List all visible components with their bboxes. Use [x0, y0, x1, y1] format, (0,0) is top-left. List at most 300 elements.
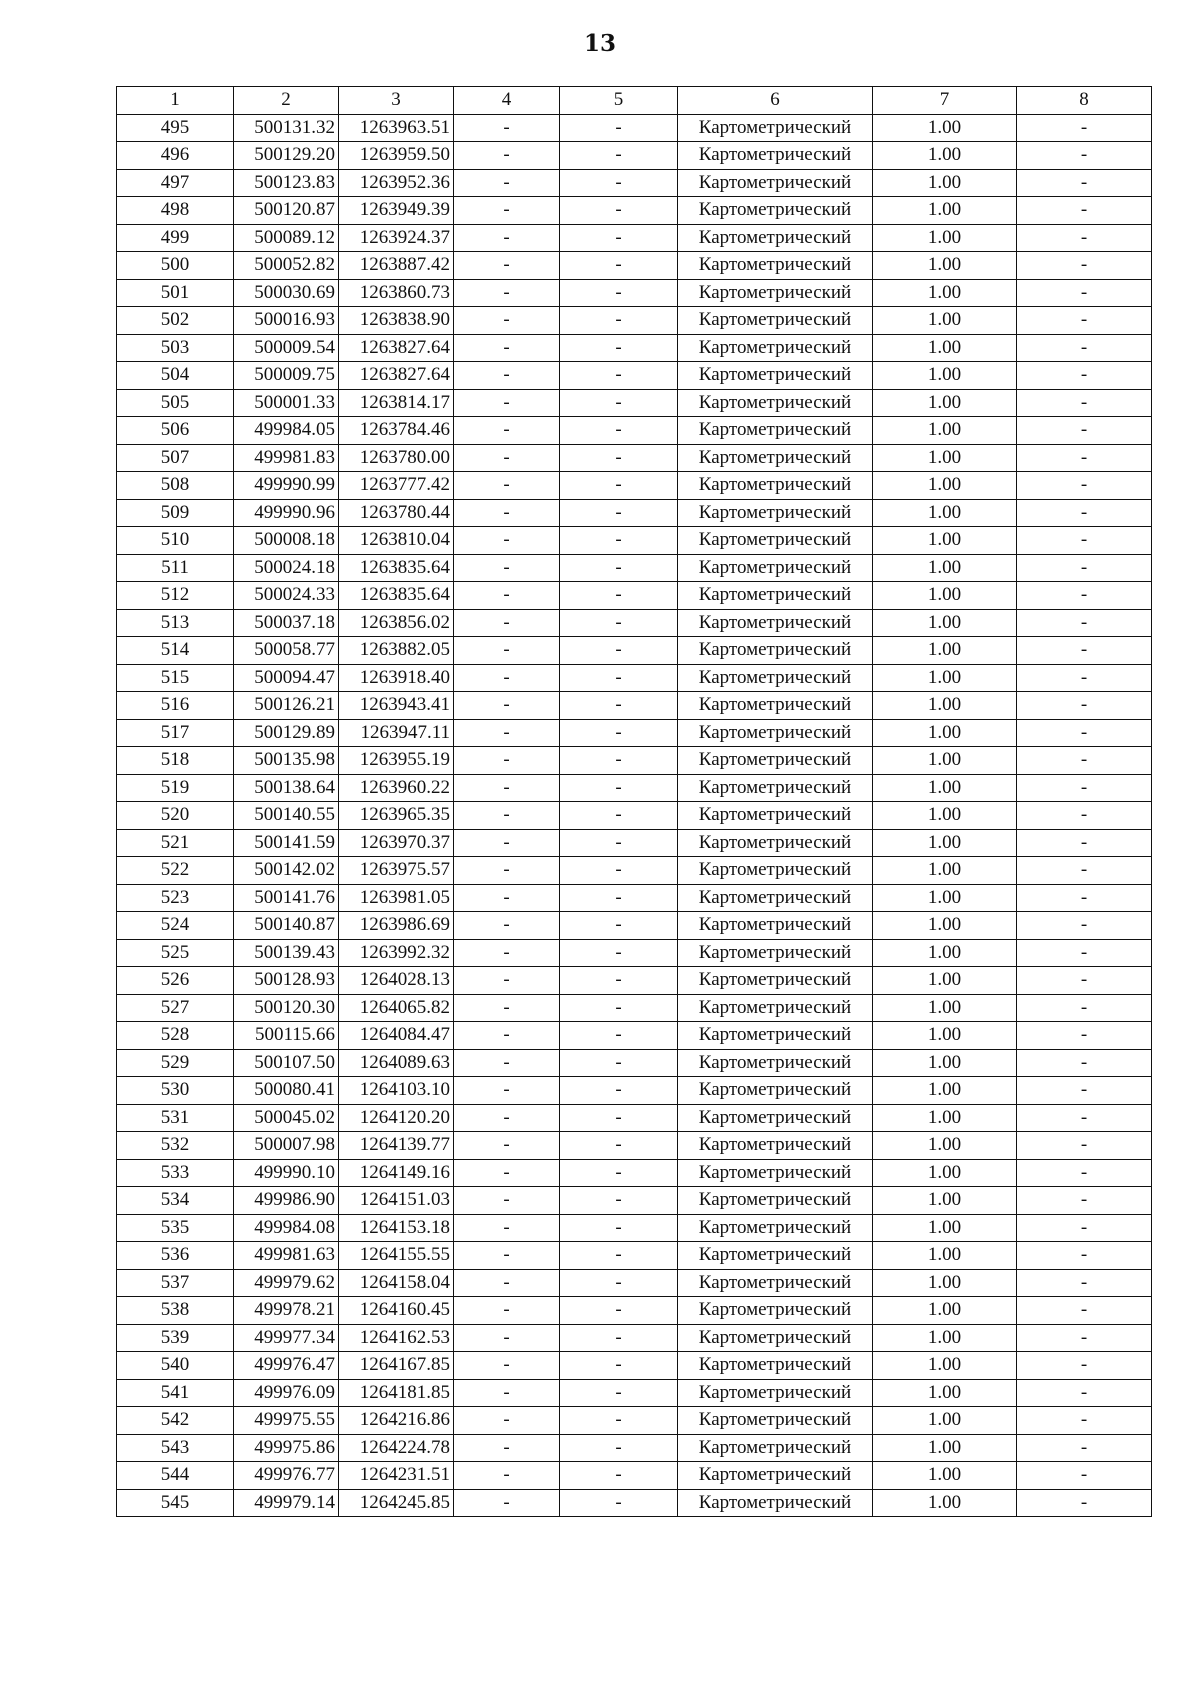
table-cell: 1.00: [873, 334, 1017, 362]
table-cell: 532: [117, 1132, 234, 1160]
table-cell: 509: [117, 499, 234, 527]
table-cell: 500008.18: [234, 527, 339, 555]
table-cell: -: [454, 472, 560, 500]
table-cell: -: [454, 1132, 560, 1160]
table-row: [117, 829, 1152, 857]
table-row: [117, 527, 1152, 555]
table-cell: 1264245.85: [339, 1489, 454, 1517]
table-cell: 1264065.82: [339, 994, 454, 1022]
table-cell: 520: [117, 802, 234, 830]
table-cell: 1263924.37: [339, 224, 454, 252]
table-cell: 1.00: [873, 279, 1017, 307]
table-cell: 1.00: [873, 994, 1017, 1022]
table-cell: 500089.12: [234, 224, 339, 252]
table-cell: 500138.64: [234, 774, 339, 802]
column-header: 3: [339, 87, 454, 115]
table-cell: 1.00: [873, 912, 1017, 940]
table-cell: 1.00: [873, 1104, 1017, 1132]
table-cell: 1.00: [873, 554, 1017, 582]
table-cell: 1264103.10: [339, 1077, 454, 1105]
table-cell: 1.00: [873, 857, 1017, 885]
table-cell: 1.00: [873, 1297, 1017, 1325]
table-cell: -: [560, 197, 678, 225]
table-cell: -: [1017, 1187, 1152, 1215]
table-cell: 534: [117, 1187, 234, 1215]
table-cell: -: [560, 829, 678, 857]
table-cell: 1.00: [873, 829, 1017, 857]
table-cell: 540: [117, 1352, 234, 1380]
table-cell: -: [560, 444, 678, 472]
table-cell: Картометрический: [678, 444, 873, 472]
table-cell: -: [1017, 499, 1152, 527]
table-cell: 527: [117, 994, 234, 1022]
table-cell: 498: [117, 197, 234, 225]
table-cell: 518: [117, 747, 234, 775]
table-cell: 1.00: [873, 1269, 1017, 1297]
table-cell: -: [1017, 444, 1152, 472]
table-cell: -: [454, 114, 560, 142]
table-cell: -: [560, 994, 678, 1022]
table-cell: 515: [117, 664, 234, 692]
table-cell: -: [454, 527, 560, 555]
table-cell: -: [560, 1407, 678, 1435]
table-cell: -: [1017, 1132, 1152, 1160]
table-cell: -: [454, 362, 560, 390]
table-cell: 512: [117, 582, 234, 610]
table-cell: 500129.20: [234, 142, 339, 170]
table-cell: -: [454, 884, 560, 912]
table-cell: 495: [117, 114, 234, 142]
table-cell: -: [560, 1159, 678, 1187]
table-cell: 1.00: [873, 664, 1017, 692]
table-cell: -: [560, 224, 678, 252]
table-row: [117, 1077, 1152, 1105]
table-cell: 496: [117, 142, 234, 170]
table-cell: Картометрический: [678, 1407, 873, 1435]
table-cell: -: [1017, 664, 1152, 692]
table-header: [117, 87, 1152, 115]
table-cell: Картометрический: [678, 1489, 873, 1517]
table-cell: 1263992.32: [339, 939, 454, 967]
table-cell: -: [560, 389, 678, 417]
column-header: 1: [117, 87, 234, 115]
table-cell: -: [560, 1077, 678, 1105]
table-cell: 1.00: [873, 637, 1017, 665]
table-cell: -: [560, 857, 678, 885]
table-cell: Картометрический: [678, 142, 873, 170]
table-row: [117, 719, 1152, 747]
table-row: [117, 1187, 1152, 1215]
table-cell: 500080.41: [234, 1077, 339, 1105]
table-cell: 499: [117, 224, 234, 252]
table-cell: 505: [117, 389, 234, 417]
table-cell: -: [454, 719, 560, 747]
table-cell: 1263814.17: [339, 389, 454, 417]
table-cell: -: [560, 802, 678, 830]
table-cell: 541: [117, 1379, 234, 1407]
table-cell: Картометрический: [678, 912, 873, 940]
table-cell: -: [454, 307, 560, 335]
table-cell: Картометрический: [678, 1297, 873, 1325]
table-cell: -: [1017, 939, 1152, 967]
table-cell: 500126.21: [234, 692, 339, 720]
table-cell: 536: [117, 1242, 234, 1270]
table-cell: -: [560, 747, 678, 775]
table-cell: 1263777.42: [339, 472, 454, 500]
table-cell: 1264231.51: [339, 1462, 454, 1490]
table-cell: -: [454, 1407, 560, 1435]
table-cell: -: [1017, 1352, 1152, 1380]
table-cell: Картометрический: [678, 499, 873, 527]
table-cell: 510: [117, 527, 234, 555]
table-cell: -: [560, 1132, 678, 1160]
table-cell: 499976.09: [234, 1379, 339, 1407]
table-cell: 500135.98: [234, 747, 339, 775]
table-cell: -: [1017, 1269, 1152, 1297]
table-cell: -: [1017, 1022, 1152, 1050]
table-cell: 1263882.05: [339, 637, 454, 665]
table-row: [117, 1159, 1152, 1187]
table-cell: Картометрический: [678, 1269, 873, 1297]
table-cell: -: [560, 1434, 678, 1462]
table-cell: 1264162.53: [339, 1324, 454, 1352]
table-row: [117, 197, 1152, 225]
table-cell: -: [560, 252, 678, 280]
table-cell: -: [560, 967, 678, 995]
table-cell: -: [1017, 169, 1152, 197]
table-cell: -: [454, 142, 560, 170]
table-cell: -: [1017, 829, 1152, 857]
table-row: [117, 1104, 1152, 1132]
table-cell: 1.00: [873, 472, 1017, 500]
table-row: [117, 747, 1152, 775]
table-cell: 499990.96: [234, 499, 339, 527]
column-header: 4: [454, 87, 560, 115]
table-cell: -: [560, 912, 678, 940]
table-cell: -: [454, 1269, 560, 1297]
table-cell: -: [454, 747, 560, 775]
table-row: [117, 994, 1152, 1022]
table-cell: 1.00: [873, 197, 1017, 225]
table-cell: 1.00: [873, 747, 1017, 775]
table-cell: 1.00: [873, 169, 1017, 197]
table-cell: 525: [117, 939, 234, 967]
table-cell: 506: [117, 417, 234, 445]
table-row: [117, 252, 1152, 280]
table-cell: 503: [117, 334, 234, 362]
table-cell: -: [454, 1049, 560, 1077]
table-cell: 1.00: [873, 417, 1017, 445]
table-cell: 500120.30: [234, 994, 339, 1022]
table-cell: -: [560, 637, 678, 665]
table-cell: Картометрический: [678, 1022, 873, 1050]
table-row: [117, 417, 1152, 445]
table-cell: -: [1017, 252, 1152, 280]
table-row: [117, 1269, 1152, 1297]
table-cell: 499984.05: [234, 417, 339, 445]
table-cell: Картометрический: [678, 1187, 873, 1215]
table-cell: 1.00: [873, 1324, 1017, 1352]
table-cell: Картометрический: [678, 527, 873, 555]
column-header: 7: [873, 87, 1017, 115]
table-cell: 521: [117, 829, 234, 857]
table-cell: 1.00: [873, 307, 1017, 335]
table-cell: 1263949.39: [339, 197, 454, 225]
table-cell: 1.00: [873, 692, 1017, 720]
table-cell: -: [560, 1242, 678, 1270]
table-cell: -: [454, 444, 560, 472]
table-cell: 1264151.03: [339, 1187, 454, 1215]
table-cell: 1.00: [873, 142, 1017, 170]
table-cell: Картометрический: [678, 1104, 873, 1132]
table-cell: 513: [117, 609, 234, 637]
table-cell: 535: [117, 1214, 234, 1242]
table-cell: 499979.14: [234, 1489, 339, 1517]
table-cell: 1263981.05: [339, 884, 454, 912]
table-cell: 511: [117, 554, 234, 582]
table-cell: -: [454, 939, 560, 967]
table-cell: -: [454, 197, 560, 225]
table-cell: 500045.02: [234, 1104, 339, 1132]
table-cell: -: [560, 334, 678, 362]
table-cell: Картометрический: [678, 417, 873, 445]
table-row: [117, 1434, 1152, 1462]
table-row: [117, 1489, 1152, 1517]
table-cell: -: [1017, 142, 1152, 170]
table-cell: 1263943.41: [339, 692, 454, 720]
table-cell: 1263780.00: [339, 444, 454, 472]
table-cell: Картометрический: [678, 884, 873, 912]
table-cell: -: [1017, 1214, 1152, 1242]
table-cell: 1.00: [873, 444, 1017, 472]
table-row: [117, 1214, 1152, 1242]
table-cell: 499990.10: [234, 1159, 339, 1187]
table-cell: -: [560, 582, 678, 610]
table-cell: 1263970.37: [339, 829, 454, 857]
table-cell: 500107.50: [234, 1049, 339, 1077]
table-cell: 499975.55: [234, 1407, 339, 1435]
table-cell: Картометрический: [678, 1049, 873, 1077]
table-cell: 1.00: [873, 1214, 1017, 1242]
table-cell: -: [1017, 1242, 1152, 1270]
table-cell: -: [454, 1297, 560, 1325]
table-cell: -: [1017, 1489, 1152, 1517]
table-row: [117, 472, 1152, 500]
table-cell: -: [1017, 912, 1152, 940]
table-cell: 1264155.55: [339, 1242, 454, 1270]
table-cell: -: [1017, 1297, 1152, 1325]
table-cell: 1.00: [873, 1434, 1017, 1462]
table-cell: 500140.55: [234, 802, 339, 830]
table-cell: 500058.77: [234, 637, 339, 665]
table-cell: 1.00: [873, 1077, 1017, 1105]
table-cell: 500141.76: [234, 884, 339, 912]
table-cell: -: [560, 774, 678, 802]
table-cell: Картометрический: [678, 224, 873, 252]
table-cell: 1263810.04: [339, 527, 454, 555]
table-cell: Картометрический: [678, 719, 873, 747]
table-cell: -: [454, 994, 560, 1022]
table-cell: -: [454, 1159, 560, 1187]
table-cell: 544: [117, 1462, 234, 1490]
table-row: [117, 499, 1152, 527]
table-cell: 500030.69: [234, 279, 339, 307]
table-cell: -: [1017, 884, 1152, 912]
table-cell: 1.00: [873, 389, 1017, 417]
table-cell: 499976.47: [234, 1352, 339, 1380]
table-cell: -: [454, 417, 560, 445]
table-body: [117, 114, 1152, 1517]
table-cell: Картометрический: [678, 114, 873, 142]
table-row: [117, 692, 1152, 720]
table-cell: 517: [117, 719, 234, 747]
table-cell: -: [560, 362, 678, 390]
table-cell: -: [454, 664, 560, 692]
table-cell: 499978.21: [234, 1297, 339, 1325]
table-cell: 500140.87: [234, 912, 339, 940]
table-cell: -: [560, 1352, 678, 1380]
table-cell: -: [560, 1489, 678, 1517]
table-cell: 1263986.69: [339, 912, 454, 940]
table-cell: 500142.02: [234, 857, 339, 885]
table-cell: 508: [117, 472, 234, 500]
table-cell: 500120.87: [234, 197, 339, 225]
table-cell: Картометрический: [678, 829, 873, 857]
table-cell: 500094.47: [234, 664, 339, 692]
table-cell: -: [1017, 472, 1152, 500]
table-cell: -: [454, 774, 560, 802]
table-cell: Картометрический: [678, 1214, 873, 1242]
table-cell: 500141.59: [234, 829, 339, 857]
table-row: [117, 389, 1152, 417]
table-cell: 1.00: [873, 499, 1017, 527]
table-cell: Картометрический: [678, 692, 873, 720]
table-cell: Картометрический: [678, 252, 873, 280]
header-row: [117, 87, 1152, 115]
table-row: [117, 1132, 1152, 1160]
table-row: [117, 279, 1152, 307]
table-cell: -: [1017, 334, 1152, 362]
table-cell: Картометрический: [678, 747, 873, 775]
table-cell: 1264149.16: [339, 1159, 454, 1187]
table-cell: 1263960.22: [339, 774, 454, 802]
table-cell: 500024.18: [234, 554, 339, 582]
table-row: [117, 444, 1152, 472]
table-cell: 1.00: [873, 1462, 1017, 1490]
table-cell: 500024.33: [234, 582, 339, 610]
coordinates-table: [116, 86, 1152, 1517]
table-cell: -: [1017, 802, 1152, 830]
table-cell: -: [560, 114, 678, 142]
table-cell: Картометрический: [678, 637, 873, 665]
table-row: [117, 1242, 1152, 1270]
table-cell: -: [1017, 1462, 1152, 1490]
table-cell: -: [560, 1104, 678, 1132]
table-cell: -: [454, 279, 560, 307]
table-cell: 500052.82: [234, 252, 339, 280]
table-cell: 1264120.20: [339, 1104, 454, 1132]
table-cell: Картометрический: [678, 857, 873, 885]
table-cell: -: [1017, 1077, 1152, 1105]
table-cell: -: [454, 389, 560, 417]
table-cell: 1.00: [873, 1159, 1017, 1187]
table-row: [117, 967, 1152, 995]
table-row: [117, 1324, 1152, 1352]
table-cell: -: [560, 1379, 678, 1407]
table-cell: 1263784.46: [339, 417, 454, 445]
table-cell: -: [454, 829, 560, 857]
table-cell: 1.00: [873, 939, 1017, 967]
table-cell: 524: [117, 912, 234, 940]
table-cell: 500115.66: [234, 1022, 339, 1050]
table-cell: 1.00: [873, 527, 1017, 555]
table-row: [117, 169, 1152, 197]
table-cell: 500037.18: [234, 609, 339, 637]
table-cell: 1.00: [873, 609, 1017, 637]
table-cell: -: [560, 692, 678, 720]
table-cell: 523: [117, 884, 234, 912]
table-cell: 499979.62: [234, 1269, 339, 1297]
table-cell: -: [1017, 1434, 1152, 1462]
table-cell: -: [454, 1489, 560, 1517]
table-cell: -: [560, 939, 678, 967]
table-cell: Картометрический: [678, 802, 873, 830]
table-cell: 497: [117, 169, 234, 197]
table-cell: -: [454, 1434, 560, 1462]
table-row: [117, 142, 1152, 170]
table-cell: 500129.89: [234, 719, 339, 747]
table-cell: -: [560, 499, 678, 527]
table-cell: -: [560, 719, 678, 747]
table-cell: -: [454, 1104, 560, 1132]
table-cell: -: [1017, 637, 1152, 665]
table-cell: Картометрический: [678, 1159, 873, 1187]
table-cell: -: [560, 417, 678, 445]
table-cell: -: [1017, 1324, 1152, 1352]
table-cell: -: [1017, 527, 1152, 555]
table-cell: Картометрический: [678, 994, 873, 1022]
table-cell: -: [454, 334, 560, 362]
table-cell: -: [560, 609, 678, 637]
table-cell: 1.00: [873, 252, 1017, 280]
table-cell: 530: [117, 1077, 234, 1105]
table-cell: Картометрический: [678, 967, 873, 995]
table-cell: -: [560, 1462, 678, 1490]
table-cell: 1263955.19: [339, 747, 454, 775]
table-cell: 1.00: [873, 1242, 1017, 1270]
table-cell: -: [560, 1214, 678, 1242]
table-cell: -: [1017, 114, 1152, 142]
table-cell: 1.00: [873, 1049, 1017, 1077]
table-cell: Картометрический: [678, 554, 873, 582]
table-cell: -: [454, 1352, 560, 1380]
table-cell: -: [1017, 994, 1152, 1022]
table-cell: -: [560, 1297, 678, 1325]
table-cell: 1.00: [873, 802, 1017, 830]
table-cell: Картометрический: [678, 1379, 873, 1407]
table-cell: 504: [117, 362, 234, 390]
table-cell: 1.00: [873, 884, 1017, 912]
table-cell: 1264158.04: [339, 1269, 454, 1297]
table-cell: -: [454, 1379, 560, 1407]
table-cell: -: [454, 637, 560, 665]
table-cell: -: [560, 527, 678, 555]
table-cell: 1.00: [873, 1022, 1017, 1050]
table-cell: -: [454, 1077, 560, 1105]
table-cell: -: [454, 857, 560, 885]
table-cell: Картометрический: [678, 774, 873, 802]
table-cell: -: [1017, 609, 1152, 637]
